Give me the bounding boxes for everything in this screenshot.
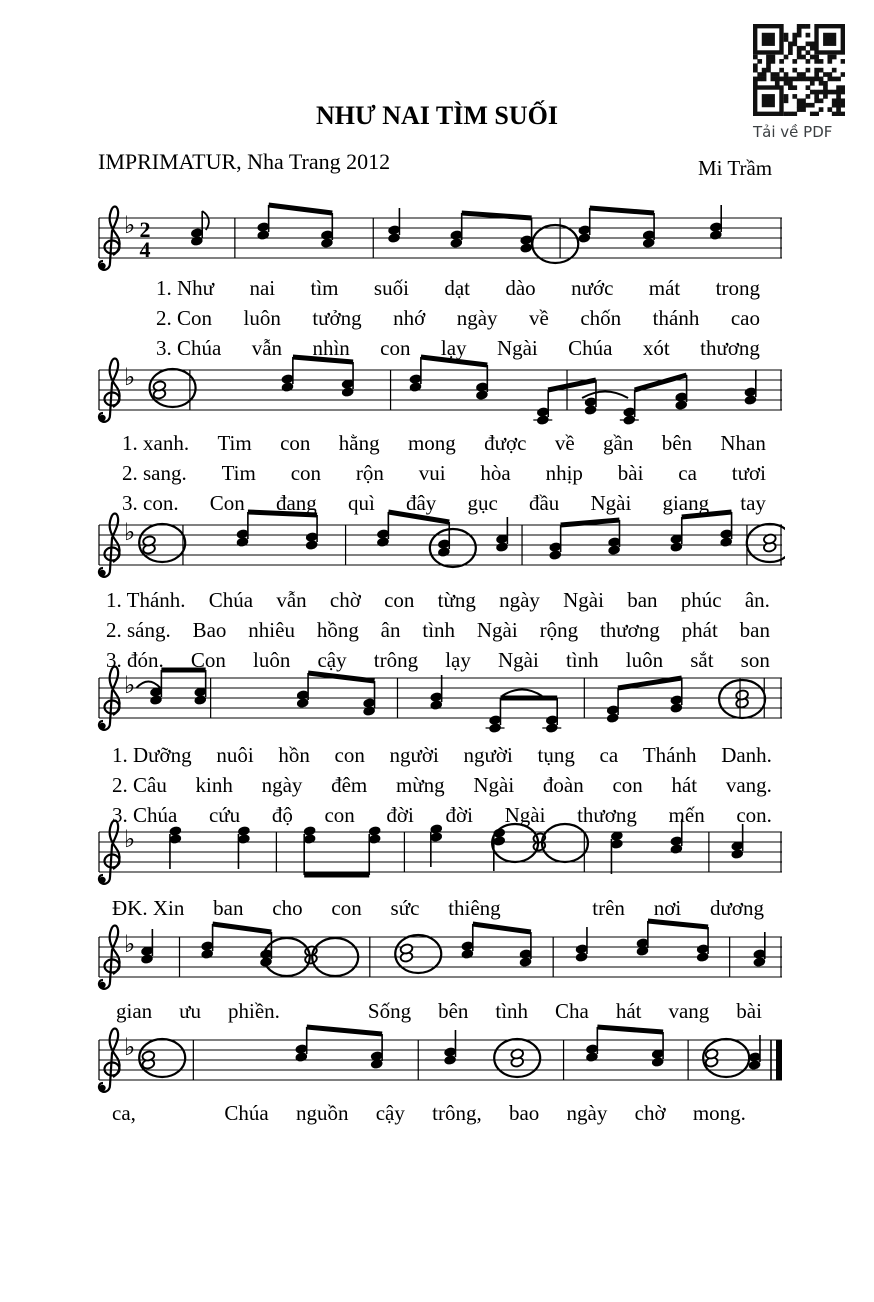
author-name: Mi Trầm [698,156,773,180]
lyric-word: lạy [445,648,471,672]
flat-sign-icon: ♭ [124,518,136,546]
lyric-word: đêm [331,773,368,797]
lyric-word: ĐK. Xin [112,896,185,920]
tie-arc [582,392,628,399]
flat-sign-icon: ♭ [124,930,136,958]
lyric-word: nai [249,276,276,300]
lyric-word: bên [661,431,693,455]
lyric-word: 2. sáng. [106,618,171,642]
lyric-word: về [529,306,549,330]
lyric-word: cao [730,306,760,330]
lyric-word: bên [438,999,469,1023]
lyric-word: Sống [367,999,412,1023]
lyric-word: hòa [480,461,511,485]
lyric-word: 3. Chúa [112,803,178,827]
lyric-word: gục [467,491,498,515]
lyric-word: luôn [625,648,664,672]
tie-arc [502,690,542,697]
lyric-word: con [290,461,322,485]
lyric-word: được [484,431,527,455]
lyric-word: vang [668,999,710,1023]
lyric-word: Chúa [208,588,254,612]
lyric-word: nguồn [295,1101,349,1125]
lyric-line [116,996,762,1026]
lyric-word: chờ [634,1101,666,1125]
note-chord [295,1027,309,1063]
lyric-word: Tim [217,431,252,455]
lyric-word: phát [681,618,718,642]
lyric-word: chờ [329,588,361,612]
lyric-word: ân. [744,588,770,612]
lyric-word: nước [571,276,614,300]
note-chord [696,927,710,963]
flat-sign-icon: ♭ [124,1033,136,1061]
lyric-word: trong [715,276,760,300]
lyric-word: 1. xanh. [122,431,190,455]
lyric-word: ban [627,588,658,612]
lyric-word: 1. Thánh. [106,588,186,612]
lyric-line [122,458,766,488]
lyric-word: luôn [253,648,291,672]
lyric-word: 3. Chúa [156,336,222,360]
lyric-word: từng [437,588,476,612]
lyric-word: dương [709,896,764,920]
lyric-word: con [324,803,355,827]
lyric-word: trông, [432,1101,482,1125]
note-chord [437,522,451,558]
note-chord [584,380,598,416]
flat-sign-icon: ♭ [124,671,136,699]
lyric-word: nhiêu [248,618,295,642]
lyric-word: Tim [221,461,256,485]
lyric-word: 1. Như [156,276,215,300]
lyric-word: Ngài [590,491,632,515]
lyric-word: thương [599,618,660,642]
lyric-word: gian [116,999,153,1023]
lyric-word: Cha [555,999,589,1023]
lyric-word: nơi [653,896,682,920]
lyric-word: con [280,431,311,455]
note-chord [585,1027,599,1063]
lyrics-block-3 [106,585,770,675]
note-chord [548,525,562,561]
lyric-word: suối [373,276,409,300]
lyric-word: ban [739,618,770,642]
lyrics-block-7 [112,1098,746,1128]
lyric-word: đang [275,491,317,515]
lyric-word: hát [615,999,642,1023]
note-chord [153,380,167,399]
lyric-word: rộn [355,461,384,485]
lyric-word: nuôi [216,743,254,767]
lyric-word: người [463,743,513,767]
note-chord [575,927,589,963]
lyric-word: bao [508,1101,540,1125]
lyric-word: ngày [456,306,498,330]
page-title: NHƯ NAI TÌM SUỐI [316,101,558,130]
lyric-word: con [380,336,411,360]
lyric-word: thiêng [448,896,501,920]
qr-caption[interactable]: Tải về PDF [753,123,833,141]
note-chord [519,218,533,254]
lyric-word: cậy [317,648,347,672]
lyric-word: rộng [539,618,579,642]
note-chord [443,1030,457,1066]
note-chord [368,825,382,875]
note-chord [461,924,475,960]
lyric-word: Ngài [563,588,604,612]
note-chord [142,535,156,554]
lyric-word: Bao [192,618,227,642]
time-signature: 4 [139,237,151,262]
lyric-word: ca [678,461,697,485]
lyric-word: ban [213,896,244,920]
lyric-line [156,303,760,333]
lyric-word: tìm [310,276,339,300]
lyric-word: mong. [692,1101,746,1125]
tie-arc [136,682,160,689]
lyric-word: ca [599,743,619,767]
lyric-word: thương [577,803,637,827]
lyric-word: con [334,743,365,767]
qr-code[interactable] [753,24,845,116]
lyric-word: Ngài [476,618,518,642]
lyric-line [112,1098,746,1128]
lyric-line [122,488,766,518]
note-chord [142,1050,156,1069]
note-chord [709,205,723,241]
lyric-word: hồn [278,743,310,767]
lyric-word: tươi [731,461,766,485]
lyric-word: mong [407,431,456,455]
lyric-line [106,615,770,645]
note-chord [303,825,317,875]
lyric-word: con [612,773,643,797]
note-chord [763,533,777,552]
lyric-word: thánh [652,306,700,330]
lyric-word: mến [668,803,705,827]
qr-download-block[interactable] [753,24,851,141]
lyric-word: ngày [261,773,303,797]
lyric-word: Nhan [720,431,766,455]
lyric-word: Danh. [721,743,772,767]
lyric-word: Thánh [642,743,697,767]
note-chord [636,921,650,957]
lyric-word: giang [662,491,710,515]
lyric-word: Con [190,648,226,672]
lyric-word: con. [736,803,772,827]
lyric-word: người [389,743,439,767]
tie-circle [532,225,578,263]
lyric-word: 2. Con [156,306,213,330]
lyric-word: thương [700,336,760,360]
lyric-word: luôn [243,306,281,330]
lyric-word: 3. đón. [106,648,164,672]
note-chord [486,698,505,734]
lyric-word: ngày [499,588,540,612]
lyric-word: 3. con. [122,491,179,515]
staff-system-1 [93,184,785,284]
lyric-word: nhìn [312,336,350,360]
lyric-word: phúc [680,588,722,612]
lyric-word: cậy [375,1101,405,1125]
lyric-word: ngày [566,1101,608,1125]
lyric-word: Chúa [568,336,613,360]
note-chord [735,689,749,708]
lyric-word: tình [422,618,456,642]
lyric-word: xót [642,336,670,360]
lyric-word: cứu [208,803,241,827]
lyric-word: chốn [580,306,622,330]
lyric-word: trông [373,648,419,672]
lyric-word: đời [386,803,414,827]
lyric-word: Ngài [496,336,538,360]
note-chord [362,681,376,717]
lyric-word: đây [405,491,437,515]
lyric-line [106,585,770,615]
lyric-word: độ [271,803,293,827]
lyric-word: cho [272,896,303,920]
lyric-word: lạy [440,336,467,360]
lyric-word: Con [209,491,245,515]
note-chord [705,1048,719,1067]
lyric-word: Chúa [224,1101,269,1125]
lyric-word: bài [736,999,762,1023]
lyric-word: con [384,588,415,612]
lyric-word: sức [390,896,420,920]
lyric-line [106,645,770,675]
lyric-word: quì [347,491,375,515]
note-chord [744,370,758,406]
lyric-word: 1. Dưỡng [112,743,192,767]
lyric-line [156,333,760,363]
flat-sign-icon: ♭ [124,211,136,239]
lyric-word: hồng [316,618,359,642]
lyric-word: tình [495,999,529,1023]
note-chord [305,515,319,551]
lyrics-block-5 [112,893,764,923]
lyric-word: kinh [195,773,233,797]
note-chord [400,943,414,962]
note-chord [533,390,552,426]
note-chord [256,205,270,241]
note-chord [370,1034,384,1070]
lyric-word: trên [592,896,625,920]
lyric-word: vẫn [251,336,283,360]
lyric-word: hát [671,773,698,797]
note-chord [190,211,209,247]
imprimatur-text: IMPRIMATUR, Nha Trang 2012 [98,149,391,174]
lyric-word: 2. sang. [122,461,187,485]
note-chord [578,208,592,244]
lyric-word: mát [648,276,681,300]
lyric-word: nhịp [545,461,583,485]
lyric-line [156,273,760,303]
lyric-word: vui [418,461,446,485]
lyric-word: đầu [528,491,560,515]
lyric-word: tình [565,648,599,672]
note-chord [429,675,443,711]
lyric-line [112,770,772,800]
lyric-word: đoàn [542,773,584,797]
lyrics-block-2 [122,428,766,518]
lyric-word: bài [617,461,644,485]
lyric-word: con [331,896,362,920]
lyric-word: son [740,648,770,672]
lyric-word: phiền. [228,999,280,1023]
lyric-word: 2. Câu [112,773,167,797]
lyric-word: tưởng [312,306,362,330]
note-chord [387,208,401,244]
lyric-word: vẫn [276,588,307,612]
lyric-word: dạt [444,276,470,300]
lyric-line [122,428,766,458]
time-signature: 2 [139,217,151,242]
lyrics-block-6 [116,996,762,1026]
lyric-word: ưu [179,999,202,1023]
lyric-word: dào [505,276,536,300]
lyric-word: Ngài [473,773,515,797]
lyric-line [112,893,764,923]
lyric-word: đời [445,803,473,827]
note-chord [200,924,214,960]
note-chord [670,678,684,714]
lyric-word: vang. [725,773,772,797]
flat-sign-icon: ♭ [124,825,136,853]
lyric-word: tay [740,491,766,515]
lyric-word: về [554,431,575,455]
note-chord [510,1048,524,1067]
lyric-word: hằng [338,431,380,455]
flat-sign-icon: ♭ [124,363,136,391]
lyric-word: tụng [537,743,575,767]
lyric-word: Ngài [504,803,546,827]
lyrics-block-4 [112,740,772,830]
lyric-word: mừng [395,773,445,797]
lyric-word: sắt [690,648,714,672]
lyric-word: Ngài [498,648,539,672]
note-chord [542,698,561,734]
lyric-word: ân [380,618,401,642]
lyrics-block-1 [156,273,760,363]
lyric-word: nhớ [393,306,426,330]
lyric-word: ca, [112,1101,136,1125]
note-chord [606,688,620,724]
lyric-word: gần [603,431,634,455]
lyric-line [112,740,772,770]
lyric-line [112,800,772,830]
